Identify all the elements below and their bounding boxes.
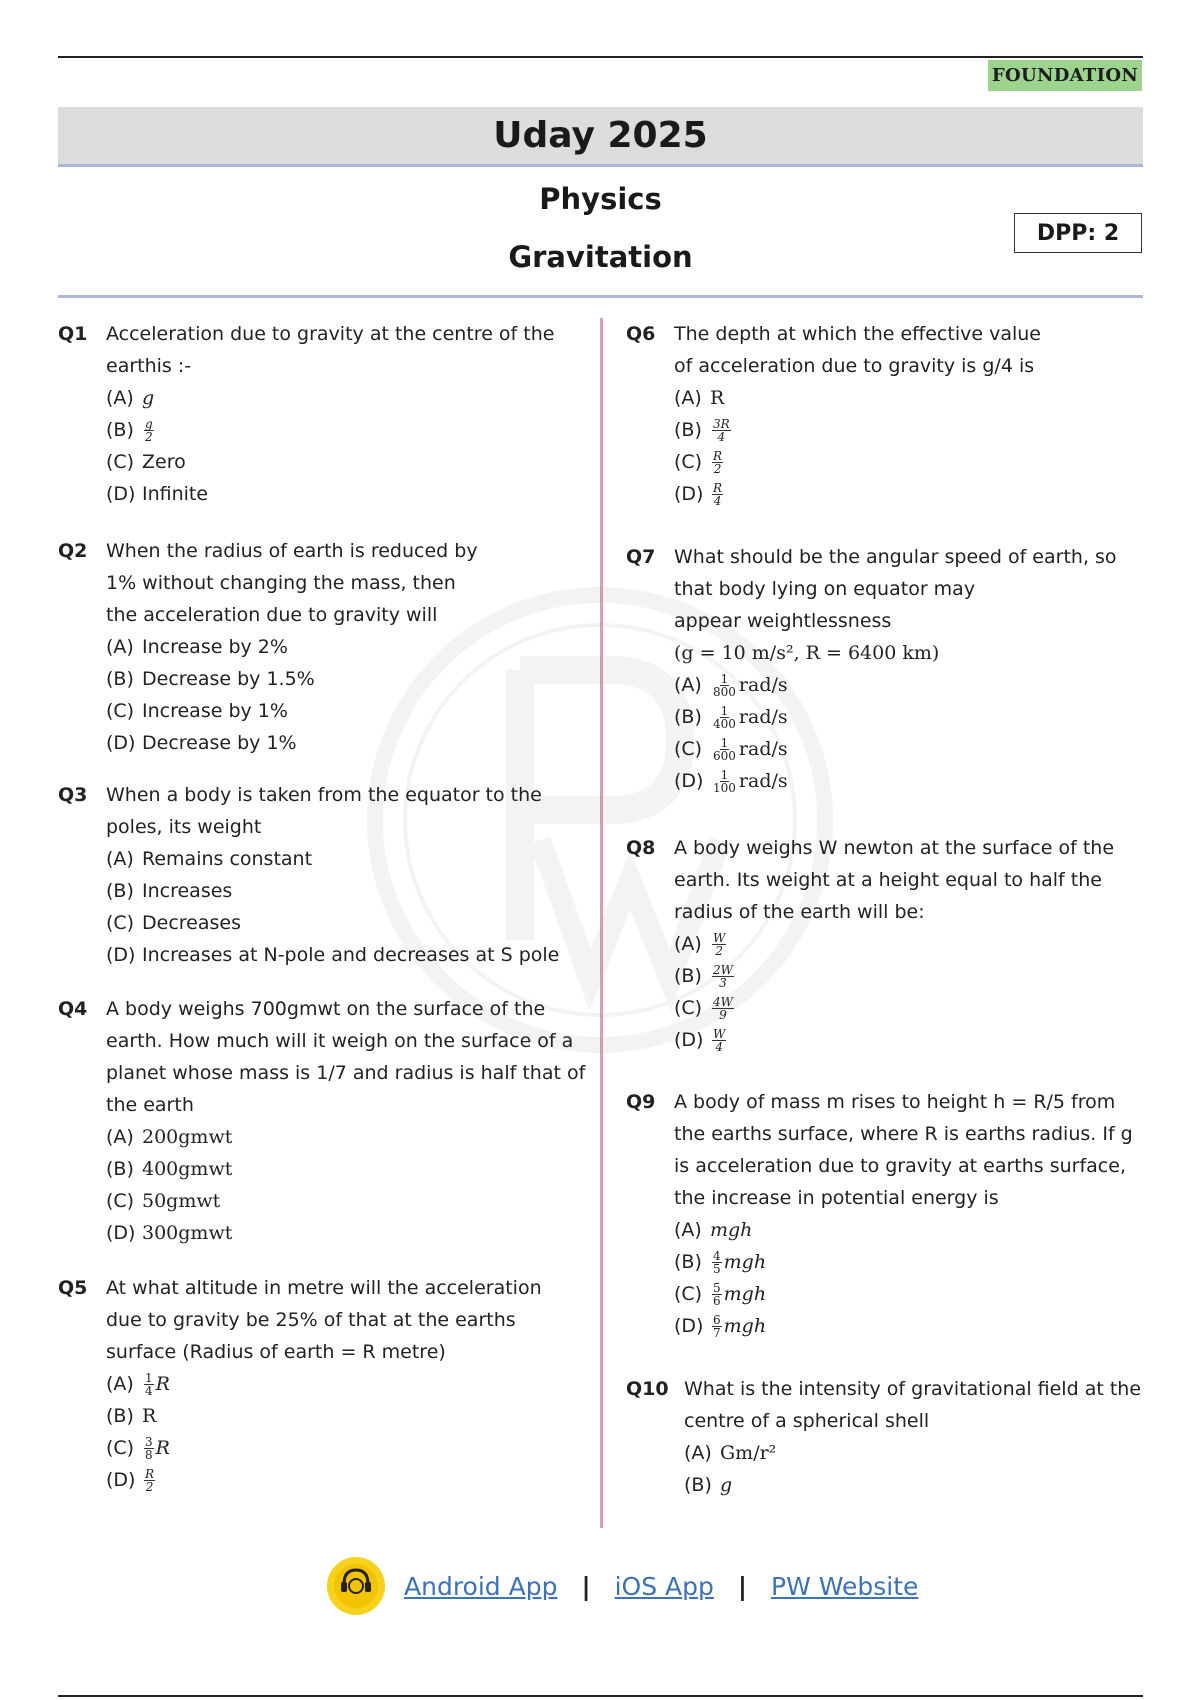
question-text: the earth xyxy=(106,1094,194,1116)
option-b: (B) $\frac{2W}{3}$ xyxy=(674,963,733,990)
option-c: (C) 50gmwt xyxy=(106,1190,221,1212)
question-text: is acceleration due to gravity at earths surface, xyxy=(674,1155,1126,1177)
option-b: (B) Increases xyxy=(106,880,233,902)
question-text: 1% without changing the mass, then xyxy=(106,572,456,594)
option-c: (C) $\frac{3}{8}$ R xyxy=(106,1435,170,1462)
fraction: $\frac{1}{600}$ xyxy=(713,736,736,763)
option-d: (D) Increases at N-pole and decreases at S pole xyxy=(106,944,560,966)
fraction: $\frac{3R}{4}$ xyxy=(713,417,730,444)
fraction: $\frac{1}{4}$ xyxy=(145,1371,153,1398)
bottom-rule xyxy=(58,1695,1143,1697)
question-text: When a body is taken from the equator to the xyxy=(106,784,542,806)
option-a: (A) $\frac{1}{800}$ rad/s xyxy=(674,672,788,699)
question-text: surface (Radius of earth = R metre) xyxy=(106,1341,446,1363)
customer-service-logo-icon xyxy=(326,1556,386,1616)
option-b: (B) 400gmwt xyxy=(106,1158,233,1180)
option-d: (D) $\frac{R}{2}$ xyxy=(106,1467,155,1494)
option-a: (A) mgh xyxy=(674,1219,753,1241)
option-b: (B) R xyxy=(106,1405,157,1427)
fraction: $\frac{g}{2}$ xyxy=(145,417,153,444)
question-q1 xyxy=(58,318,578,510)
question-number: Q4 xyxy=(58,998,88,1020)
question-number: Q7 xyxy=(626,546,656,568)
option-d: (D) $\frac{W}{4}$ xyxy=(674,1027,726,1054)
question-q6 xyxy=(626,318,1136,510)
fraction: $\frac{1}{100}$ xyxy=(713,768,736,795)
option-a: (A) $\frac{1}{4}$ R xyxy=(106,1371,170,1398)
option-a: (A) $\frac{W}{2}$ xyxy=(674,931,726,958)
question-number: Q3 xyxy=(58,784,88,806)
option-c: (C) $\frac{1}{600}$ rad/s xyxy=(674,736,788,763)
fraction: $\frac{4W}{9}$ xyxy=(713,995,733,1022)
option-c: (C) Zero xyxy=(106,451,186,473)
android-app-link[interactable]: Android App xyxy=(404,1571,558,1601)
option-a: (A) Gm/r² xyxy=(684,1442,777,1464)
question-text: that body lying on equator may xyxy=(674,578,976,600)
question-number: Q2 xyxy=(58,540,88,562)
question-text: planet whose mass is 1/7 and radius is half that of xyxy=(106,1062,586,1084)
question-q4 xyxy=(58,993,588,1249)
question-text: the earths surface, where R is earths radius. If g xyxy=(674,1123,1133,1145)
option-b: (B) $\frac{g}{2}$ xyxy=(106,417,153,444)
question-text: the acceleration due to gravity will xyxy=(106,604,438,626)
ios-app-link[interactable]: iOS App xyxy=(614,1571,714,1601)
top-rule xyxy=(58,56,1143,58)
option-d: (D) Infinite xyxy=(106,483,209,505)
option-d: (D) $\frac{1}{100}$ rad/s xyxy=(674,768,788,795)
option-b: (B) g xyxy=(684,1474,733,1496)
question-number: Q8 xyxy=(626,837,656,859)
option-d: (D) 300gmwt xyxy=(106,1222,233,1244)
fraction: $\frac{W}{4}$ xyxy=(713,1027,726,1054)
question-q7 xyxy=(626,541,1146,797)
question-number: Q1 xyxy=(58,323,88,345)
fraction: $\frac{5}{6}$ xyxy=(713,1281,721,1308)
fraction: $\frac{1}{800}$ xyxy=(713,672,736,699)
separator: | xyxy=(581,1571,591,1601)
fraction: $\frac{3}{8}$ xyxy=(145,1435,153,1462)
option-b: (B) Decrease by 1.5% xyxy=(106,668,315,690)
footer-links xyxy=(326,1555,918,1617)
question-text: appear weightlessness xyxy=(674,610,892,632)
option-b: (B) $\frac{3R}{4}$ xyxy=(674,417,730,444)
option-b: (B) $\frac{1}{400}$ rad/s xyxy=(674,704,788,731)
banner-title: Uday 2025 xyxy=(58,107,1143,167)
fraction: $\frac{W}{2}$ xyxy=(713,931,726,958)
question-number: Q9 xyxy=(626,1091,656,1113)
question-text: A body weighs W newton at the surface of the xyxy=(674,837,1115,859)
question-text: earth. Its weight at a height equal to half the xyxy=(674,869,1102,891)
option-c: (C) Increase by 1% xyxy=(106,700,288,722)
question-text: the increase in potential energy is xyxy=(674,1187,999,1209)
separator: | xyxy=(737,1571,748,1601)
question-text: radius of the earth will be: xyxy=(674,901,925,923)
option-c: (C) $\frac{5}{6}$ mgh xyxy=(674,1281,767,1308)
question-text: What is the intensity of gravitational field at the xyxy=(684,1378,1142,1400)
question-text: (g = 10 m/s², R = 6400 km) xyxy=(674,642,940,664)
question-text: due to gravity be 25% of that at the earths xyxy=(106,1309,516,1331)
question-q3 xyxy=(58,779,588,971)
question-q8 xyxy=(626,832,1146,1056)
option-a: (A) g xyxy=(106,387,155,409)
question-text: earthis :- xyxy=(106,355,192,377)
option-a: (A) R xyxy=(674,387,725,409)
question-text: earth. How much will it weigh on the surface of a xyxy=(106,1030,574,1052)
foundation-badge: FOUNDATION xyxy=(988,60,1142,91)
header-rule xyxy=(58,295,1143,298)
option-b: (B) $\frac{4}{5}$ mgh xyxy=(674,1249,767,1276)
question-text: At what altitude in metre will the acceleration xyxy=(106,1277,542,1299)
option-d: (D) $\frac{R}{4}$ xyxy=(674,481,723,508)
question-text: When the radius of earth is reduced by xyxy=(106,540,478,562)
fraction: $\frac{1}{400}$ xyxy=(713,704,736,731)
pw-website-link[interactable]: PW Website xyxy=(771,1571,919,1601)
chapter-title: Gravitation xyxy=(508,240,693,274)
fraction: $\frac{R}{4}$ xyxy=(713,481,723,508)
fraction: $\frac{R}{2}$ xyxy=(145,1467,155,1494)
question-q2 xyxy=(58,535,578,759)
question-number: Q6 xyxy=(626,323,656,345)
option-c: (C) Decreases xyxy=(106,912,241,934)
fraction: $\frac{6}{7}$ xyxy=(713,1313,721,1340)
option-a: (A) Increase by 2% xyxy=(106,636,288,658)
question-q5 xyxy=(58,1272,578,1496)
option-a: (A) Remains constant xyxy=(106,848,313,870)
question-text: The depth at which the effective value xyxy=(674,323,1041,345)
option-d: (D) $\frac{6}{7}$ mgh xyxy=(674,1313,767,1340)
question-number: Q5 xyxy=(58,1277,88,1299)
dpp-box: DPP: 2 xyxy=(1014,213,1142,253)
question-text: What should be the angular speed of earth, so xyxy=(674,546,1117,568)
option-a: (A) 200gmwt xyxy=(106,1126,233,1148)
fraction: $\frac{4}{5}$ xyxy=(713,1249,721,1276)
question-q9 xyxy=(626,1086,1156,1342)
option-d: (D) Decrease by 1% xyxy=(106,732,297,754)
question-text: Acceleration due to gravity at the centre of the xyxy=(106,323,555,345)
option-c: (C) $\frac{4W}{9}$ xyxy=(674,995,733,1022)
question-text: of acceleration due to gravity is g/4 is xyxy=(674,355,1035,377)
question-text: A body weighs 700gmwt on the surface of the xyxy=(106,998,546,1020)
question-number: Q10 xyxy=(626,1378,669,1400)
question-text: centre of a spherical shell xyxy=(684,1410,930,1432)
question-text: poles, its weight xyxy=(106,816,262,838)
option-c: (C) $\frac{R}{2}$ xyxy=(674,449,723,476)
question-q10 xyxy=(626,1373,1166,1501)
fraction: $\frac{2W}{3}$ xyxy=(713,963,733,990)
subject-title: Physics xyxy=(539,182,662,216)
fraction: $\frac{R}{2}$ xyxy=(713,449,723,476)
question-text: A body of mass m rises to height h = R/5 from xyxy=(674,1091,1116,1113)
